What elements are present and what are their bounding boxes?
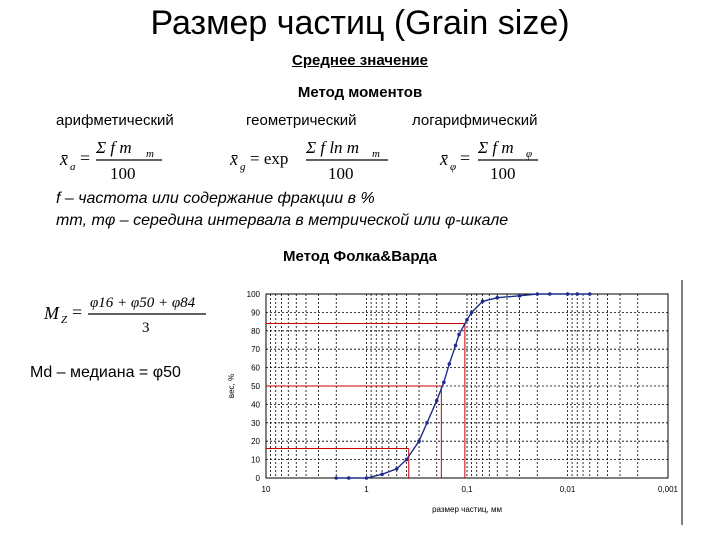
data-point: [470, 311, 474, 315]
formula-geometric-mean: [228, 133, 398, 185]
x-tick-label: 0,001: [657, 485, 679, 494]
x-tick-label: 1: [364, 485, 369, 494]
formula-subscript: a: [70, 161, 76, 173]
data-point: [380, 473, 384, 477]
section-heading-moments: Метод моментов: [297, 84, 423, 101]
formula-equals: =: [460, 148, 471, 168]
formula-numerator-subscript: m: [146, 148, 154, 160]
y-tick-label: 100: [246, 290, 260, 299]
y-tick-label: 40: [251, 400, 260, 410]
formula-numerator: Σ f ln m: [306, 138, 360, 157]
formula-numerator: Σ f m: [478, 138, 514, 157]
formula-numerator-subscript: m: [372, 148, 380, 160]
y-axis-label: вес, %: [227, 373, 236, 399]
data-point: [365, 476, 369, 480]
data-point: [457, 333, 461, 337]
data-point: [566, 292, 570, 296]
y-tick-label: 70: [251, 345, 260, 355]
y-tick-label: 60: [251, 363, 260, 373]
formula-denominator: 3: [142, 320, 150, 336]
data-point: [588, 292, 592, 296]
x-tick-label: 0,1: [461, 485, 473, 494]
formula-numerator: Σ f m: [96, 138, 132, 157]
formula-denominator: 100: [110, 164, 136, 183]
data-point: [442, 381, 446, 385]
formula-arithmetic-mean: [58, 133, 178, 185]
formula-equals: =: [80, 148, 91, 168]
formula-lhs: x̄: [440, 149, 448, 169]
data-point: [435, 399, 439, 403]
section-heading-average: Среднее значение: [292, 52, 428, 69]
data-point: [425, 421, 429, 425]
x-axis-label: размер частиц, мм: [432, 505, 502, 514]
x-tick-label: 10: [261, 485, 271, 494]
data-point: [518, 294, 522, 298]
y-tick-label: 80: [251, 326, 260, 336]
formula-numerator: φ16 + φ50 + φ84: [90, 295, 196, 311]
data-point: [481, 300, 485, 304]
data-point: [395, 467, 399, 471]
formula-exp: = exp: [250, 149, 289, 168]
formula-equals: =: [72, 302, 83, 322]
y-tick-label: 0: [255, 474, 260, 483]
median-note: Md – медиана = φ50: [30, 364, 181, 381]
formula-mean-mz: [42, 290, 212, 338]
data-point: [347, 476, 351, 480]
formula-subscript: g: [240, 161, 246, 173]
y-tick-label: 90: [251, 308, 260, 318]
x-tick-label: 0,01: [559, 485, 576, 494]
column-label-geometric: геометрический: [246, 112, 357, 129]
formula-subscript: Z: [61, 314, 68, 326]
y-tick-label: 30: [251, 418, 260, 428]
data-point: [495, 296, 499, 300]
data-point: [417, 439, 421, 443]
data-point: [535, 292, 539, 296]
formula-denominator: 100: [490, 164, 516, 183]
data-point: [575, 292, 579, 296]
formula-lhs: x̄: [60, 149, 68, 169]
data-point: [454, 344, 458, 348]
cumulative-curve-chart: [218, 280, 688, 525]
data-point: [448, 362, 452, 366]
formula-subscript: φ: [450, 161, 457, 173]
formula-numerator-subscript: φ: [526, 148, 533, 160]
formula-denominator: 100: [328, 164, 354, 183]
formula-lhs: M: [44, 303, 59, 323]
y-tick-label: 50: [251, 382, 260, 391]
formula-lhs: x̄: [230, 149, 238, 169]
formula-logarithmic-mean: [438, 133, 558, 185]
y-tick-label: 10: [251, 455, 260, 465]
data-point: [548, 292, 552, 296]
data-point: [465, 318, 469, 322]
column-label-logarithmic: логарифмический: [412, 112, 538, 129]
column-label-arithmetic: арифметический: [56, 112, 174, 129]
section-heading-folk-ward: Метод Фолка&Варда: [282, 248, 438, 265]
note-frequency: f – частота или содержание фракции в %: [56, 190, 375, 207]
page-title: Размер частиц (Grain size): [150, 4, 570, 42]
note-midpoint: mm, mφ – середина интервала в метрической или φ-шкале: [56, 212, 509, 229]
data-point: [405, 458, 409, 462]
y-tick-label: 20: [251, 437, 260, 447]
data-point: [334, 476, 338, 480]
